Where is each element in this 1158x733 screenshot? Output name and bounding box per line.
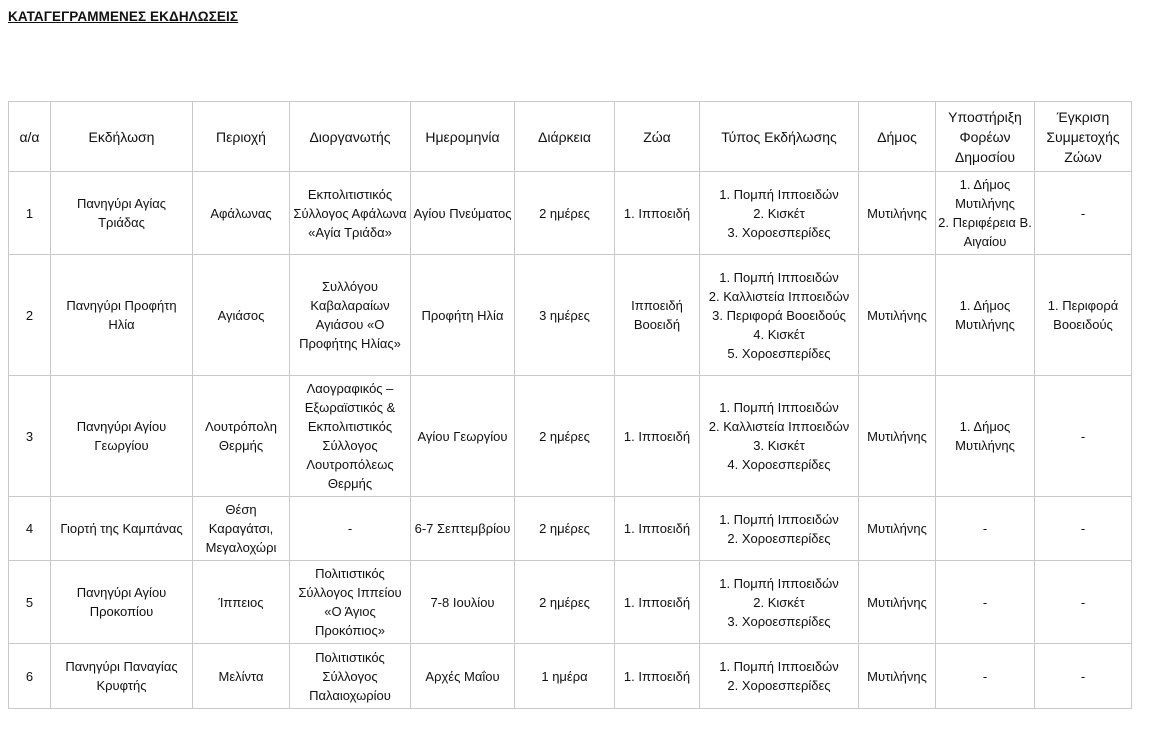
cell-municipality: Μυτιλήνης [859,172,936,255]
cell-public-support [936,497,1035,561]
header-cell-event: Εκδήλωση [51,102,193,172]
table-row [9,255,1132,376]
cell-area: Θέση Καραγάτσι, Μεγαλοχώρι [193,497,290,561]
table-row [9,172,1132,255]
event-type-line: 1. Πομπή Ιπποειδών [719,575,839,591]
event-type-line: 1. Πομπή Ιπποειδών [719,186,839,202]
support-line: - [982,521,988,536]
support-line: - [982,668,988,684]
cell-organizer: Συλλόγου Καβαλαραίων Αγιάσου «Ο Προφήτης Ηλίας» [290,255,411,376]
cell-num: 2 [9,255,51,376]
event-type-line: 3. Περιφορά Βοοειδούς [712,307,846,323]
cell-event: Γιορτή της Καμπάνας [51,497,193,561]
cell-animals: Ιπποειδή Βοοειδή [615,255,700,376]
table-row [9,644,1132,709]
cell-animals: 1. Ιπποειδή [615,497,700,561]
event-type-line: 2. Χοροεσπερίδες [727,678,831,693]
cell-area: Αγιάσος [193,255,290,376]
cell-num: 3 [9,376,51,497]
cell-duration: 2 ημέρες [515,561,615,644]
header-cell-public-support: Υποστήριξη Φορέων Δημοσίου [936,102,1035,172]
cell-event-type [700,644,859,709]
header-cell-date: Ημερομηνία [411,102,515,172]
cell-duration: 2 ημέρες [515,172,615,255]
support-line: 1. Δήμος Μυτιλήνης [955,298,1015,332]
cell-organizer: Εκπολιτιστικός Σύλλογος Αφάλωνα «Αγία Τριάδα» [290,172,411,255]
cell-date: 6-7 Σεπτεμβρίου [411,497,515,561]
cell-event-type [700,255,859,376]
event-type-line: 3. Χοροεσπερίδες [727,613,831,629]
cell-event: Πανηγύρι Παναγίας Κρυφτής [51,644,193,709]
cell-date: Προφήτη Ηλία [411,255,515,376]
header-row [9,102,1132,172]
events-table [8,101,1132,709]
cell-organizer: Πολιτιστικός Σύλλογος Ιππείου «Ο Άγιος Προκόπιος» [290,561,411,644]
cell-area: Λουτρόπολη Θερμής [193,376,290,497]
cell-animals: 1. Ιπποειδή [615,376,700,497]
event-type-line: 2. Καλλιστεία Ιπποειδών [708,288,850,304]
cell-num: 5 [9,561,51,644]
cell-date: Αρχές Μαΐου [411,644,515,709]
header-cell-animal-approval: Έγκριση Συμμετοχής Ζώων [1035,102,1132,172]
cell-event: Πανηγύρι Αγίας Τριάδας [51,172,193,255]
event-type-line: 2. Κισκέτ [753,205,805,221]
event-type-line: 1. Πομπή Ιπποειδών [719,511,839,527]
cell-animal-approval: - [1035,561,1132,644]
event-type-line: 2. Καλλιστεία Ιπποειδών [708,419,850,434]
header-cell-municipality: Δήμος [859,102,936,172]
table-row [9,376,1132,497]
cell-organizer: - [290,497,411,561]
support-line: 1. Δήμος Μυτιλήνης [955,419,1015,453]
header-cell-num: α/α [9,102,51,172]
cell-animals: 1. Ιπποειδή [615,561,700,644]
table-row [9,561,1132,644]
cell-event-type [700,376,859,497]
cell-animal-approval: - [1035,172,1132,255]
cell-municipality: Μυτιλήνης [859,497,936,561]
support-line: 2. Περιφέρεια Β. Αιγαίου [938,215,1032,249]
event-type-line: 2. Χοροεσπερίδες [727,530,831,546]
cell-municipality: Μυτιλήνης [859,255,936,376]
header-cell-animals: Ζώα [615,102,700,172]
cell-event-type [700,172,859,255]
cell-municipality: Μυτιλήνης [859,561,936,644]
cell-animals: 1. Ιπποειδή [615,644,700,709]
event-type-line: 2. Κισκέτ [753,594,805,610]
event-type-line: 1. Πομπή Ιπποειδών [719,400,839,415]
cell-event-type [700,561,859,644]
cell-animal-approval: 1. Περιφορά Βοοειδούς [1035,255,1132,376]
event-type-line: 4. Χοροεσπερίδες [727,457,831,472]
cell-event-type [700,497,859,561]
cell-event: Πανηγύρι Αγίου Προκοπίου [51,561,193,644]
header-cell-organizer: Διοργανωτής [290,102,411,172]
cell-area: Μελίντα [193,644,290,709]
cell-duration: 1 ημέρα [515,644,615,709]
cell-organizer: Λαογραφικός – Εξωραϊστικός & Εκπολιτιστικός Σύλλογος Λουτροπόλεως Θερμής [290,376,411,497]
cell-animal-approval: - [1035,644,1132,709]
cell-animals: 1. Ιπποειδή [615,172,700,255]
header-cell-duration: Διάρκεια [515,102,615,172]
cell-date: Αγίου Πνεύματος [411,172,515,255]
header-cell-event-type: Τύπος Εκδήλωσης [700,102,859,172]
support-line: - [982,594,988,610]
cell-public-support [936,561,1035,644]
cell-organizer: Πολιτιστικός Σύλλογος Παλαιοχωρίου [290,644,411,709]
cell-municipality: Μυτιλήνης [859,376,936,497]
cell-duration: 3 ημέρες [515,255,615,376]
cell-num: 4 [9,497,51,561]
cell-num: 6 [9,644,51,709]
cell-public-support [936,376,1035,497]
cell-public-support [936,255,1035,376]
cell-animal-approval: - [1035,376,1132,497]
cell-date: Αγίου Γεωργίου [411,376,515,497]
cell-date: 7-8 Ιουλίου [411,561,515,644]
cell-event: Πανηγύρι Προφήτη Ηλία [51,255,193,376]
event-type-line: 1. Πομπή Ιπποειδών [719,269,839,285]
cell-event: Πανηγύρι Αγίου Γεωργίου [51,376,193,497]
header-cell-area: Περιοχή [193,102,290,172]
event-type-line: 5. Χοροεσπερίδες [727,345,831,361]
event-type-line: 1. Πομπή Ιπποειδών [719,659,839,674]
event-type-line: 3. Κισκέτ [753,438,805,453]
cell-public-support [936,172,1035,255]
cell-public-support [936,644,1035,709]
cell-municipality: Μυτιλήνης [859,644,936,709]
cell-duration: 2 ημέρες [515,497,615,561]
event-type-line: 4. Κισκέτ [753,326,805,342]
event-type-line: 3. Χοροεσπερίδες [727,224,831,240]
cell-area: Ίππειος [193,561,290,644]
support-line: 1. Δήμος Μυτιλήνης [955,177,1015,211]
document-title: ΚΑΤΑΓΕΓΡΑΜΜΕΝΕΣ ΕΚΔΗΛΩΣΕΙΣ [8,9,239,24]
cell-num: 1 [9,172,51,255]
cell-animal-approval: - [1035,497,1132,561]
cell-duration: 2 ημέρες [515,376,615,497]
cell-area: Αφάλωνας [193,172,290,255]
table-row [9,497,1132,561]
